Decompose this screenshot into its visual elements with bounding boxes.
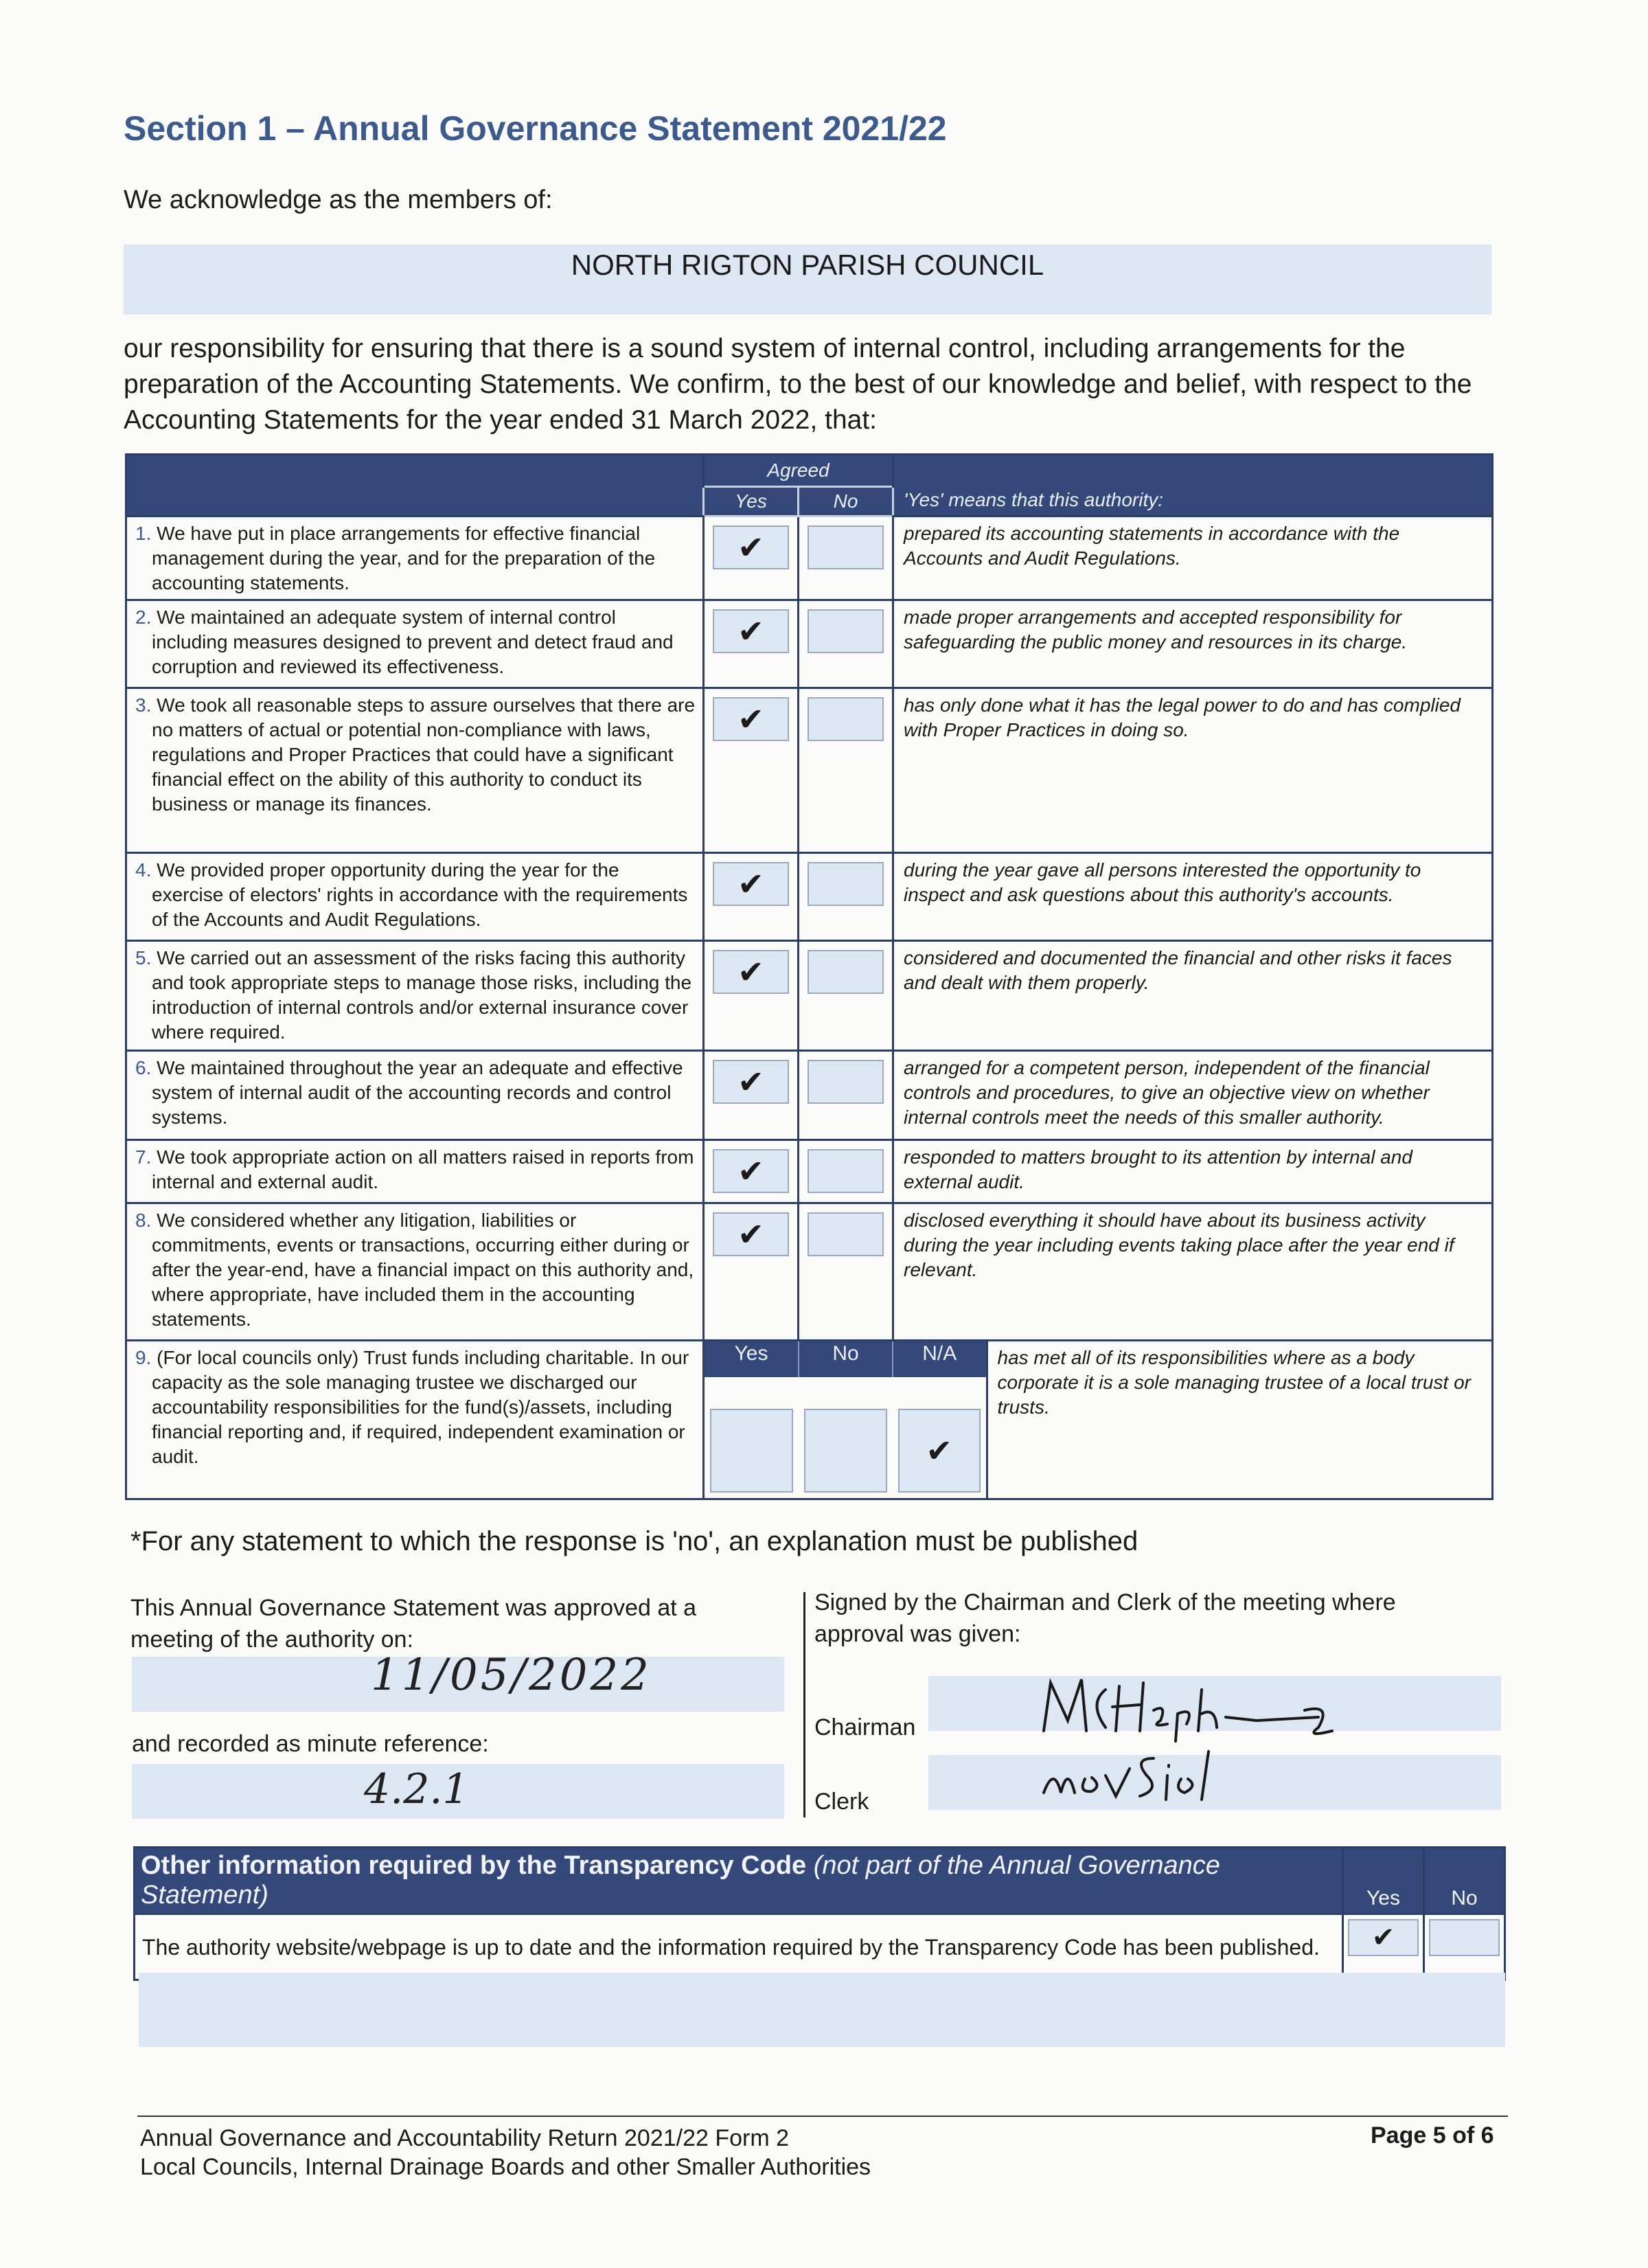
yes-cell[interactable] (704, 941, 799, 1051)
check-mark: ✔ (713, 950, 789, 994)
no-col-label: No (799, 487, 893, 517)
header-blank (126, 455, 704, 517)
no-cell[interactable] (799, 517, 893, 600)
footnote: *For any statement to which the response is 'no', an explanation must be published (130, 1526, 1138, 1556)
approved-text: This Annual Governance Statement was approved at a meeting of the authority on: (130, 1595, 697, 1653)
no-cell[interactable] (799, 600, 893, 688)
response-cell: has met all of its responsibilities where as a body corporate it is a sole managing trustee of a local trust or trusts. (987, 1341, 1491, 1498)
no-cell[interactable] (799, 1140, 893, 1203)
row9-yes-cell[interactable] (705, 1377, 799, 1498)
statement-cell: 4. We provided proper opportunity during the year for the exercise of electors' rights in accordance with the requirements of the Accounts and Audit Regulations. (126, 853, 704, 941)
table-row-9 (126, 1341, 1493, 1499)
transparency-text: The authority website/webpage is up to date and the information required by the Transparency Code has been published. (135, 1914, 1343, 1980)
divider (803, 1592, 805, 1817)
yes-cell[interactable] (704, 853, 799, 941)
row9-na-cell[interactable] (893, 1377, 987, 1498)
check-mark: ✔ (1348, 1919, 1419, 1956)
statement-cell: 5. We carried out an assessment of the risks facing this authority and took appropriate steps to manage those risks, including the introduction of internal controls and/or external insurance cover where required. (126, 941, 704, 1051)
table-row (126, 517, 1493, 600)
check-mark: ✔ (713, 1149, 789, 1193)
statement-cell: 2. We maintained an adequate system of internal control including measures designed to prevent and detect fraud and corruption and reviewed its effectiveness. (126, 600, 704, 688)
acknowledge-text: We acknowledge as the members of: (124, 185, 553, 214)
yes-cell[interactable] (704, 517, 799, 600)
table-row (126, 1051, 1493, 1140)
row9-no-label: No (799, 1341, 893, 1377)
response-cell: responded to matters brought to its attention by internal and external audit. (893, 1140, 1493, 1203)
check-mark: ✔ (898, 1409, 981, 1493)
footer-authorities: Local Councils, Internal Drainage Boards and other Smaller Authorities (140, 2154, 871, 2180)
transparency-yes-label: Yes (1343, 1848, 1424, 1914)
check-mark: ✔ (713, 609, 789, 653)
table-row (126, 941, 1493, 1051)
page-title: Section 1 – Annual Governance Statement 2021/22 (124, 109, 947, 148)
minute-reference-handwritten: 4.2.1 (364, 1765, 469, 1813)
statement-cell: 7. We took appropriate action on all matters raised in reports from internal and external audit. (126, 1140, 704, 1203)
governance-table (125, 453, 1494, 1500)
no-cell[interactable] (799, 688, 893, 853)
no-cell[interactable] (799, 1051, 893, 1140)
response-cell: made proper arrangements and accepted responsibility for safeguarding the public money and resources in its charge. (893, 600, 1493, 688)
statement-cell: 8. We considered whether any litigation, liabilities or commitments, events or transactions, occurring either during or after the year-end, have a financial impact on this authority and, where appropriate, have included them in the accounting statements. (126, 1203, 704, 1341)
table-row (126, 853, 1493, 941)
no-cell[interactable] (799, 853, 893, 941)
response-cell: disclosed everything it should have about its business activity during the year including events taking place after the year end if relevant. (893, 1203, 1493, 1341)
clerk-signature (1037, 1738, 1263, 1813)
yes-cell[interactable] (704, 1051, 799, 1140)
footer-divider (137, 2116, 1508, 2117)
statement-cell: 1. We have put in place arrangements for effective financial management during the year, and for the preparation of the accounting statements. (126, 517, 704, 600)
yes-cell[interactable] (704, 600, 799, 688)
table-row (126, 688, 1493, 853)
row9-no-cell[interactable] (799, 1377, 893, 1498)
row9-yes-label: Yes (705, 1341, 799, 1377)
check-mark: ✔ (713, 525, 789, 569)
statement-cell: 3. We took all reasonable steps to assure ourselves that there are no matters of actual or potential non-compliance with laws, regulations and Proper Practices that could have a significant financial effect on the ability of this authority to conduct its business or manage its finances. (126, 688, 704, 853)
statement-cell: 9. (For local councils only) Trust funds including charitable. In our capacity as the sole managing trustee we discharged our accountability responsibilities for the fund(s)/assets, including financial reporting and, if required, independent examination or audit. (126, 1341, 704, 1499)
council-name: NORTH RIGTON PARISH COUNCIL (571, 249, 1044, 281)
table-row (126, 600, 1493, 688)
check-mark: ✔ (713, 1212, 789, 1256)
no-cell[interactable] (799, 941, 893, 1051)
check-mark: ✔ (713, 862, 789, 906)
row9-na-label: N/A (893, 1341, 987, 1377)
check-mark: ✔ (713, 1060, 789, 1104)
website-address-field[interactable] (139, 1973, 1505, 2047)
transparency-header: Other information required by the Transparency Code (not part of the Annual Governance Statement) (135, 1848, 1343, 1914)
response-cell: has only done what it has the legal power to do and has complied with Proper Practices in doing so. (893, 688, 1493, 853)
table-row (126, 1140, 1493, 1203)
response-cell: prepared its accounting statements in accordance with the Accounts and Audit Regulations. (893, 517, 1493, 600)
yes-cell[interactable] (704, 1203, 799, 1341)
yes-cell[interactable] (704, 688, 799, 853)
signed-text: Signed by the Chairman and Clerk of the meeting where approval was given: (814, 1589, 1396, 1647)
response-cell: considered and documented the financial and other risks it faces and dealt with them properly. (893, 941, 1493, 1051)
clerk-label: Clerk (814, 1789, 869, 1815)
means-label: 'Yes' means that this authority: (893, 455, 1493, 517)
transparency-table (133, 1846, 1506, 1981)
table-row (126, 1203, 1493, 1341)
agreed-label: Agreed (704, 455, 893, 487)
approval-date-handwritten: 11/05/2022 (371, 1650, 652, 1701)
check-mark: ✔ (713, 697, 789, 741)
transparency-yes-cell[interactable] (1343, 1914, 1424, 1980)
footer-form-title: Annual Governance and Accountability Return 2021/22 Form 2 (140, 2125, 790, 2151)
statement-cell: 6. We maintained throughout the year an adequate and effective system of internal audit of the accounting records and control systems. (126, 1051, 704, 1140)
response-cell: arranged for a competent person, independent of the financial controls and procedures, to give an objective view on whether internal controls meet the needs of this smaller authority. (893, 1051, 1493, 1140)
minute-label: and recorded as minute reference: (132, 1731, 489, 1757)
page-number: Page 5 of 6 (1371, 2122, 1494, 2148)
response-cell: during the year gave all persons interested the opportunity to inspect and ask questions about this authority's accounts. (893, 853, 1493, 941)
transparency-no-cell[interactable] (1424, 1914, 1505, 1980)
transparency-no-label: No (1424, 1848, 1505, 1914)
yes-cell[interactable] (704, 1140, 799, 1203)
yes-col-label: Yes (704, 487, 799, 517)
chairman-label: Chairman (814, 1714, 916, 1740)
no-cell[interactable] (799, 1203, 893, 1341)
intro-paragraph: our responsibility for ensuring that there is a sound system of internal control, including arrangements for the preparation of the Accounting Statements. We confirm, to the best of our knowledge and belief, with respect to the Accounting Statements for the year ended 31 March 2022, that: (124, 334, 1472, 435)
